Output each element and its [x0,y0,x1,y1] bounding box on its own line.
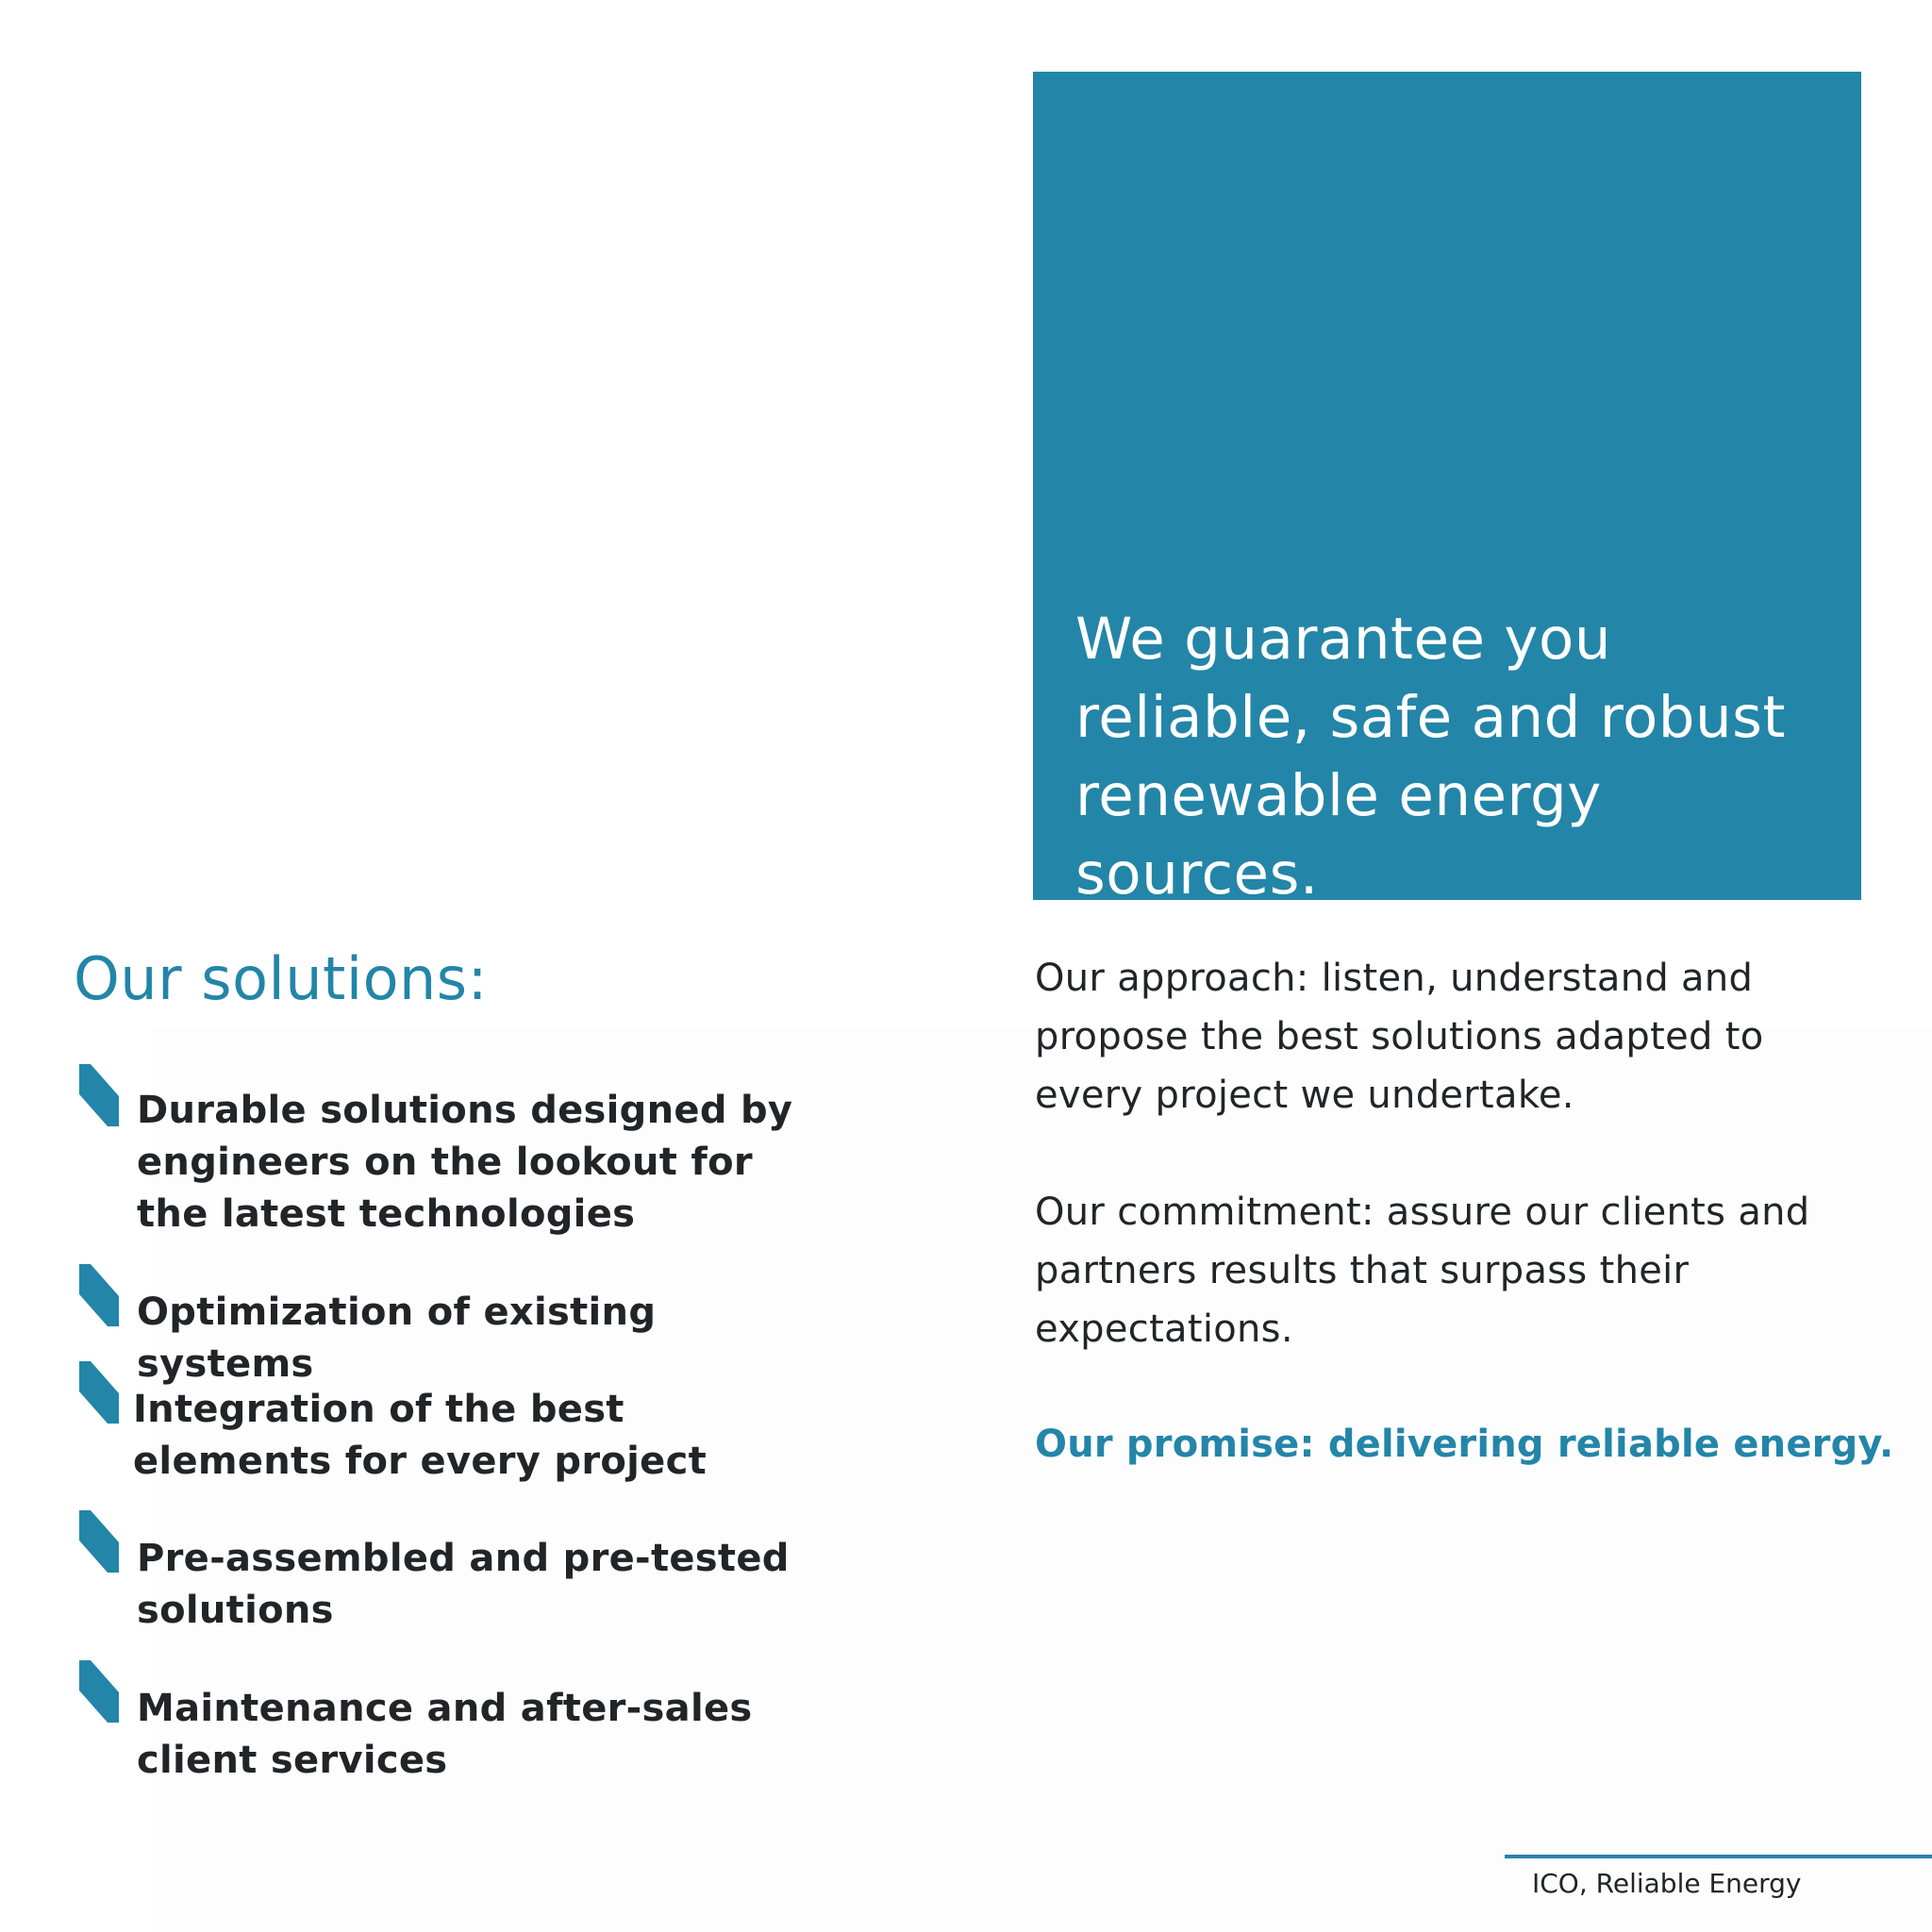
approach-paragraph: Our approach: listen, understand and propose the best solutions adapted to every project we undertake. [1035,957,1764,1117]
solution-text: Pre-assembled and pre-tested solutions [137,1537,790,1632]
commitment-paragraph: Our commitment: assure our clients and partners results that surpass their expectations. [1035,1191,1810,1351]
diagonal-stripe-icon [79,1361,119,1424]
solution-text: Integration of the best elements for every project [133,1388,708,1483]
diagonal-stripe-icon [79,1264,119,1326]
diagonal-stripe-icon [79,1510,119,1573]
diagonal-stripe-icon [79,1660,119,1723]
promise-statement: Our promise: delivering reliable energy. [1035,1423,1894,1466]
solutions-title: Our solutions: [74,944,489,1013]
solution-text: Optimization of existing systems [137,1291,657,1386]
footer-label: ICO, Reliable Energy [1532,1868,1802,1899]
diagonal-stripe-icon [79,1064,119,1126]
hero-banner [1033,72,1861,908]
solution-text: Durable solutions designed by engineers on the lookout for the latest technologies [137,1089,793,1236]
hero-text: We guarantee you reliable, safe and robust renewable energy sources. [1075,606,1786,908]
footer-divider [1505,1855,1932,1858]
solution-text: Maintenance and after-sales client services [137,1687,753,1782]
